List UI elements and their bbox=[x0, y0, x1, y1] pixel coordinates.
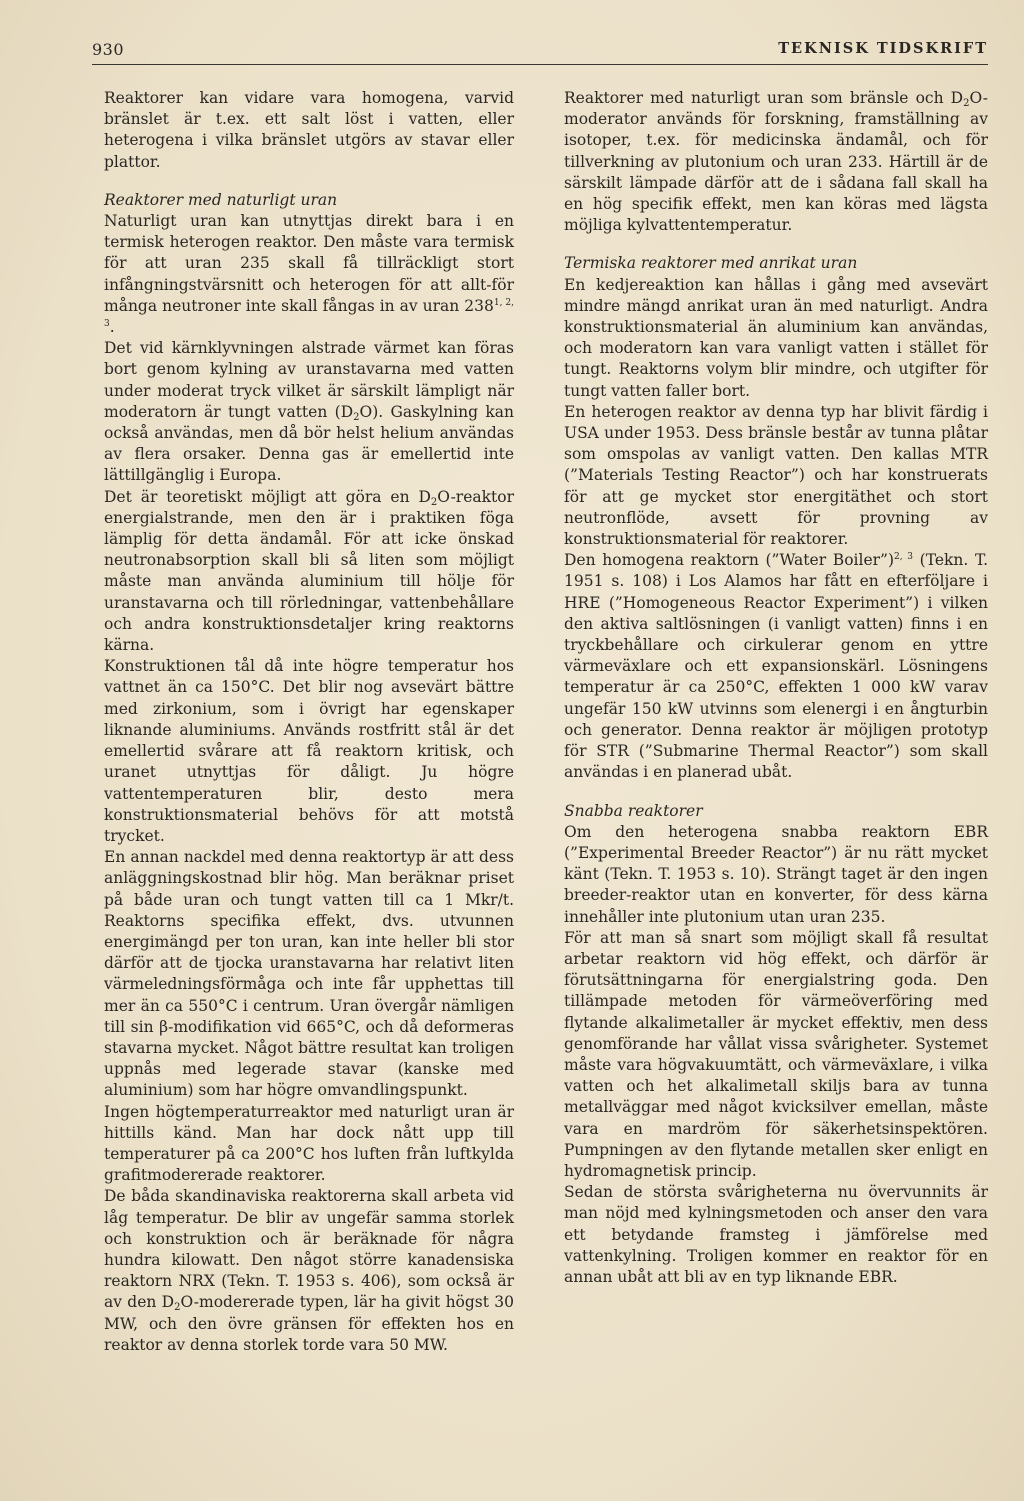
paragraph: För att man så snart som möjligt skall få resultat arbetar reaktorn vid hög effekt, och därför är förutsättningarna för energialstring goda. Den tillämpade metoden för värmeöverföring med flytande alkalimetaller är mycket effektiv, men dess genomförande har vållat vissa svårigheter. Systemet måste vara högvakuumtätt, och värmeväxlare, i vilka vatten och het alkalimetall skiljs bara av tunna metallväggar med något kvicksilver emellan, måste vara en mardröm för säkerhetsinspektören. Pumpningen av den flytande metallen sker enligt en hydromagnetisk princip. bbox=[564, 928, 988, 1180]
footnote-ref: 1, 2, 3 bbox=[104, 297, 514, 330]
paragraph: Konstruktionen tål då inte högre temperatur hos vattnet än ca 150°C. Det blir nog avsevärt bättre med zirkonium, som i övrigt har egenskaper liknande aluminiums. Används rostfritt stål är det emellertid svårare att få reaktorn kritisk, och uranet utnyttjas för dåligt. Ju högre vattentemperaturen blir, desto mera konstruktionsmaterial behövs för att motstå trycket. bbox=[104, 657, 514, 845]
right-column bbox=[564, 88, 988, 1288]
page-number: 930 bbox=[92, 40, 125, 59]
paragraph: Det är teoretiskt möjligt att göra en $D_2O$-reaktor energialstrande, men den är i praktiken föga lämplig för detta ändamål. För att icke önskad neutronabsorption skall bli så liten som möjligt måste man använda aluminium till hölje för uranstavarna och till rörledningar, vattenbehållare och andra konstruktionsdetaljer kring reaktorns kärna. bbox=[104, 487, 514, 655]
page-header bbox=[92, 38, 988, 65]
paragraph: Det vid kärnklyvningen alstrade värmet kan föras bort genom kylning av uranstavarna med vatten under moderat tryck vilket är särskilt lämpligt när moderatorn är tungt vatten $(D_2O)$. Gaskylning kan också användas, men då bör helst helium användas av flera orsaker. Denna gas är emellertid inte lättillgänglig i Europa. bbox=[104, 339, 514, 485]
section-heading-fast-reactors: Snabba reaktorer bbox=[564, 801, 703, 820]
paragraph: Reaktorer kan vidare vara homogena, varvid bränslet är t.ex. ett salt löst i vatten, eller heterogena i vilka bränslet utgörs av stavar eller plattor. bbox=[104, 89, 514, 171]
paragraph: Reaktorer med naturligt uran som bränsle och $D_2O$-moderator används för forskning, framställning av isotoper, t.ex. för medicinska ändamål, och för tillverkning av plutonium och uran 233. Härtill är de särskilt lämpade därför att de i sådana fall skall ha en hög specifik effekt, men kan köras med lägsta möjliga kylvattentemperatur. bbox=[564, 89, 988, 235]
paragraph: Naturligt uran kan utnyttjas direkt bara i en termisk heterogen reaktor. Den måste vara termisk för att uran 235 skall få tillräckligt stort infångningstvärsnitt och heterogen för att allt-för många neutroner inte skall fångas in av uran 238$^{1, 2, 3}$. bbox=[104, 212, 514, 337]
paragraph: Sedan de största svårigheterna nu övervunnits är man nöjd med kylningsmetoden och anser den vara ett betydande framsteg i jämförelse med vattenkylning. Troligen kommer en reaktor för en annan ubåt att bli av en typ liknande EBR. bbox=[564, 1183, 988, 1286]
paragraph: Om den heterogena snabba reaktorn EBR (”Experimental Breeder Reactor”) är nu rätt mycket känt (Tekn. T. 1953 s. 10). Strängt taget är den ingen breeder-reaktor utan en konverter, för dess kärna innehåller inte plutonium utan uran 235. bbox=[564, 822, 988, 926]
paragraph: En heterogen reaktor av denna typ har blivit färdig i USA under 1953. Dess bränsle består av tunna plåtar som omspolas av vanligt vatten. Den kallas MTR (”Materials Testing Reactor”) och har konstruerats för att ge mycket stor energitäthet och stort neutronflöde, avsett för provning av konstruktionsmaterial för reaktorer. bbox=[564, 402, 988, 549]
left-column bbox=[104, 88, 514, 1356]
paragraph: Ingen högtemperaturreaktor med naturligt uran är hittills känd. Man har dock nått upp till temperaturer på ca 200°C hos luften från luftkylda grafitmodererade reaktorer. bbox=[104, 1102, 514, 1185]
paragraph: De båda skandinaviska reaktorerna skall arbeta vid låg temperatur. De blir av ungefär samma storlek och konstruktion och är beräknade för några hundra kilowatt. Den något större kanadensiska reaktorn NRX (Tekn. T. 1953 s. 406), som också är av den $D_2O$-modererade typen, lär ha givit högst 30 MW, och den övre gränsen för effekten hos en reaktor av denna storlek torde vara 50 MW. bbox=[104, 1187, 515, 1354]
section-heading-natural-uranium: Reaktorer med naturligt uran bbox=[104, 190, 338, 209]
paragraph: En annan nackdel med denna reaktortyp är att dess anläggningskostnad blir hög. Man beräknar priset på både uran och tungt vatten till ca 1 Mkr/t. Reaktorns specifika effekt, dvs. utvunnen energimängd per ton uran, kan inte heller bli stor därför att de tjocka uranstavarna har relativt liten värmeledningsförmåga och inte får upphettas till mer än ca 550°C i centrum. Uran övergår nämligen till sin β-modifikation vid 665°C, och då deformeras stavarna mycket. Något bättre resultat kan troligen uppnås med legerade stavar (kanske med aluminium) som har högre omvandlingspunkt. bbox=[104, 848, 514, 1100]
journal-title: TEKNISK TIDSKRIFT bbox=[778, 40, 988, 57]
footnote-ref: 2, 3 bbox=[894, 552, 913, 563]
paragraph: En kedjereaktion kan hållas i gång med avsevärt mindre mängd anrikat uran än med naturligt. Andra konstruktionsmaterial än aluminium kan användas, och moderatorn kan vara vanligt vatten i stället för tungt. Reaktorns volym blir mindre, och utgifter för tungt vatten faller bort. bbox=[564, 275, 988, 400]
section-heading-enriched-uranium: Termiska reaktorer med anrikat uran bbox=[564, 254, 858, 273]
paragraph: Den homogena reaktorn (”Water Boiler”)$^{2, 3}$ (Tekn. T. 1951 s. 108) i Los Alamos har fått en efterföljare i HRE (”Homogeneous Reactor Experiment”) i vilken den aktiva saltlösningen (i vanligt vatten) finns i en tryckbehållare och cirkulerar genom en yttre värmeväxlare och ett expansionskärl. Lösningens temperatur är ca 250°C, effekten 1 000 kW varav ungefär 150 kW utvinns som elenergi i en ångturbin och generator. Denna reaktor är möjligen prototyp för STR (”Submarine Thermal Reactor”) som skall användas i en planerad ubåt. bbox=[564, 551, 988, 782]
